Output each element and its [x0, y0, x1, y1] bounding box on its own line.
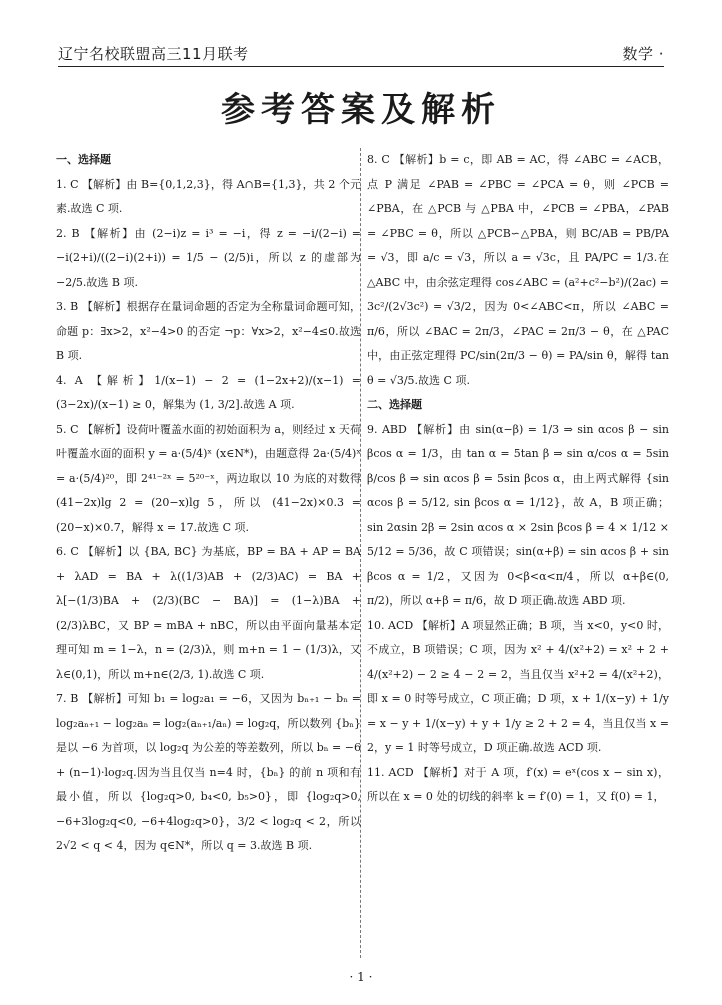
right-column: [367, 148, 669, 810]
answer-11: 11. ACD 【解析】对于 A 项，f′(x) = eˣ(cos x − sin x)，所以在 x = 0 处的切线的斜率 k = f′(0) = 1，又 f(0) = 1，: [367, 765, 669, 803]
answer-5: 5. C 【解析】设荷叶覆盖水面的初始面积为 a，则经过 x 天荷叶覆盖水面的面积 y = a·(5/4)ˣ (x∈N*)，由题意得 2a·(5/4)ˣ = a·(5/4)²⁰，即 2⁴¹⁻²ˣ = 5²⁰⁻ˣ，两边取以 10 为底的对数得 (41−2x)lg 2 = (20−x)lg 5，所以 (41−2x)×0.3 = (20−x)×0.7，解得 x = 17.故选 C 项.: [56, 422, 361, 534]
answer-7: 7. B 【解析】可知 b₁ = log₂a₁ = −6，又因为 bₙ₊₁ − bₙ = log₂aₙ₊₁ − log₂aₙ = log₂(aₙ₊₁/aₙ) = log₂q，所以数列 {bₙ} 是以 −6 为首项，以 log₂q 为公差的等差数列，所以 bₙ = −6 + (n−1)·log₂q.因为当且仅当 n=4 时，{bₙ} 的前 n 项和有最小值，所以 {log₂q>0, b₄<0, b₅>0}，即 {log₂q>0, −6+3log₂q<0, −6+4log₂q>0}，3/2 < log₂q < 2，所以 2√2 < q < 4，因为 q∈N*，所以 q = 3.故选 B 项.: [56, 692, 361, 852]
page-number: · 1 ·: [349, 970, 373, 984]
answer-9: 9. ABD 【解析】由 sin(α−β) = 1/3 ⇒ sin αcos β − sin βcos α = 1/3，由 tan α = 5tan β ⇒ sin α/cos α = 5sin β/cos β ⇒ sin αcos β = 5sin βcos α，由上两式解得 {sin αcos β = 5/12, sin βcos α = 1/12}，故 A，B 项正确；sin 2αsin 2β = 2sin αcos α × 2sin βcos β = 4 × 1/12 × 5/12 = 5/36，故 C 项错误；sin(α+β) = sin αcos β + sin βcos α = 1/2，又因为 0<β<α<π/4，所以 α+β∈(0, π/2)，所以 α+β = π/6，故 D 项正确.故选 ABD 项.: [367, 422, 669, 607]
answer-8: 8. C 【解析】b = c，即 AB = AC，得 ∠ABC = ∠ACB，点 P 满足 ∠PAB = ∠PBC = ∠PCA = θ，则 ∠PCB = ∠PBA，在 △PCB 与 △PBA 中，∠PCB = ∠PBA，∠PAB = ∠PBC = θ，所以 △PCB∽△PBA，则 BC/AB = PB/PA = √3，即 a/c = √3，所以 a = √3c，且 PA/PC = 1/3.在 △ABC 中，由余弦定理得 cos∠ABC = (a²+c²−b²)/(2ac) = 3c²/(2√3c²) = √3/2，因为 0<∠ABC<π，所以 ∠ABC = π/6，所以 ∠BAC = 2π/3，∠PAC = 2π/3 − θ，在 △PAC 中，由正弦定理得 PC/sin(2π/3 − θ) = PA/sin θ，解得 tan θ = √3/5.故选 C 项.: [367, 153, 669, 387]
answer-3: 3. B 【解析】根据存在量词命题的否定为全称量词命题可知，命题 p：∃x>2，x²−4>0 的否定 ¬p：∀x>2，x²−4≤0.故选 B 项.: [56, 300, 361, 362]
header-left: 辽宁名校联盟高三11月联考: [58, 45, 249, 63]
answer-4: 4. A 【解析】1/(x−1) − 2 = (1−2x+2)/(x−1) = (3−2x)/(x−1) ≥ 0，解集为 (1, 3/2].故选 A 项.: [56, 373, 361, 411]
section-heading-choice: 一、选择题: [56, 153, 111, 166]
answer-10: 10. ACD 【解析】A 项显然正确；B 项，当 x<0，y<0 时，不成立，B 项错误；C 项，因为 x² + 4/(x²+2) = x² + 2 + 4/(x²+2) − 2 ≥ 4 − 2 = 2，当且仅当 x²+2 = 4/(x²+2)，即 x = 0 时等号成立，C 项正确；D 项，x + 1/(x−y) + 1/y = x − y + 1/(x−y) + y + 1/y ≥ 2 + 2 = 4，当且仅当 x = 2，y = 1 时等号成立，D 项正确.故选 ACD 项.: [367, 618, 669, 754]
section-heading-multi: 二、选择题: [367, 398, 422, 411]
answer-1: 1. C 【解析】由 B={0,1,2,3}，得 A∩B={1,3}，共 2 个元素.故选 C 项.: [56, 177, 361, 215]
left-column: [56, 148, 361, 859]
answer-6: 6. C 【解析】以 {BA, BC} 为基底，BP = BA + AP = BA + λAD = BA + λ((1/3)AB + (2/3)AC) = BA + λ[−(1/3)BA + (2/3)(BC − BA)] = (1−λ)BA + (2/3)λBC，又 BP = mBA + nBC，所以由平面向量基本定理可知 m = 1−λ，n = (2/3)λ，则 m+n = 1 − (1/3)λ，又 λ∈(0,1)，所以 m+n∈(2/3, 1).故选 C 项.: [56, 545, 361, 681]
page-header: [58, 40, 664, 67]
answer-2: 2. B 【解析】由 (2−i)z = i³ = −i，得 z = −i/(2−i) = −i(2+i)/((2−i)(2+i)) = 1/5 − (2/5)i，所以 z 的虚部为 −2/5.故选 B 项.: [56, 226, 361, 289]
header-right: 数学 ·: [622, 45, 664, 63]
page-title: 参考答案及解析: [221, 90, 501, 130]
